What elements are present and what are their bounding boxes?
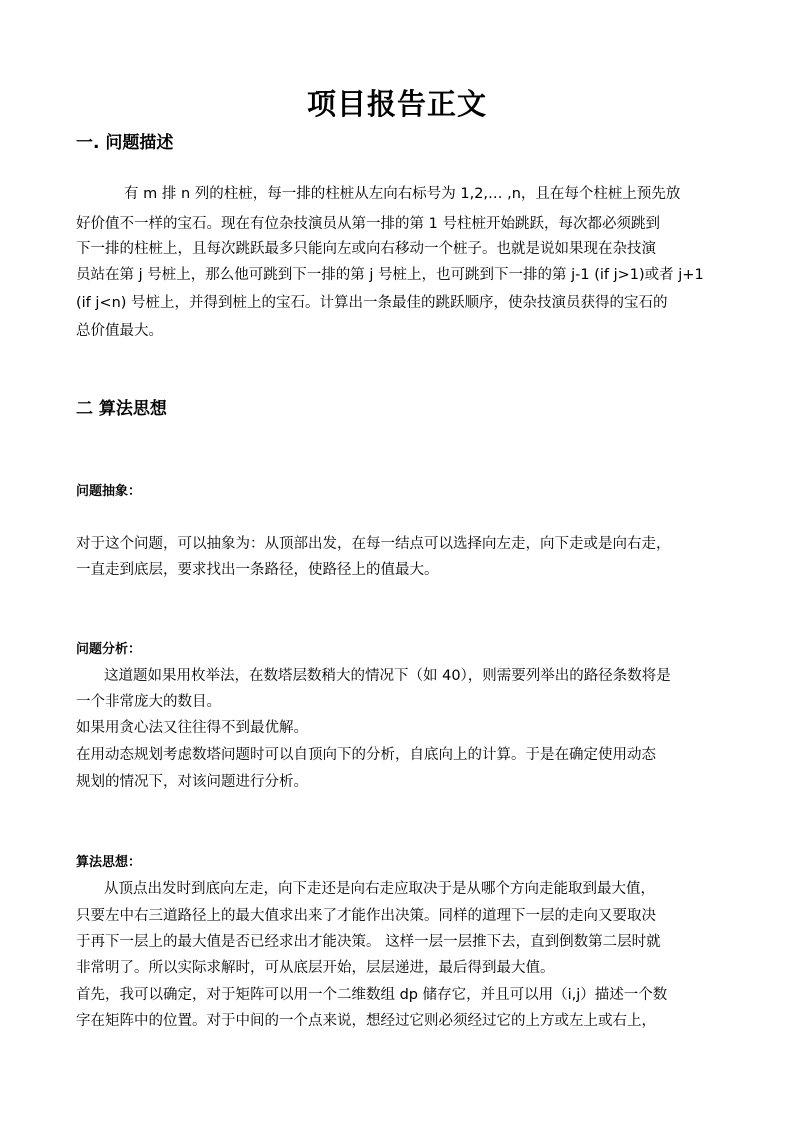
abstraction-label: 问题抽象： <box>76 484 142 499</box>
paragraph-line: 下一排的柱桩上，且每次跳跃最多只能向左或向右移动一个桩子。也就是说如果现在杂技演 <box>76 241 656 257</box>
paragraph-line: 员站在第 j 号桩上，那么他可跳到下一排的第 j 号桩上，也可跳到下一排的第 j-1 (if j>1)或者 j+1 <box>76 267 704 283</box>
analysis-label: 问题分析： <box>76 642 142 657</box>
paragraph-line: 在用动态规划考虑数塔问题时可以自顶向下的分析，自底向上的计算。于是在确定使用动态 <box>76 747 656 763</box>
paragraph-line: 规划的情况下，对该问题进行分析。 <box>76 774 308 790</box>
paragraph-line: 好价值不一样的宝石。现在有位杂技演员从第一排的第 1 号柱桩开始跳跃，每次都必须跳到 <box>76 216 660 232</box>
thinking-label: 算法思想： <box>76 855 142 870</box>
paragraph-line: 从顶点出发时到底向左走，向下走还是向右走应取决于是从哪个方向走能取到最大值， <box>104 881 655 897</box>
paragraph-line: 非常明了。所以实际求解时，可从底层开始，层层递进，最后得到最大值。 <box>76 960 555 976</box>
paragraph-line: 这道题如果用枚举法，在数塔层数稍大的情况下（如 40），则需要列举出的路径条数将是 <box>104 668 671 684</box>
paragraph-line: 对于这个问题，可以抽象为：从顶部出发，在每一结点可以选择向左走，向下走或是向右走， <box>76 536 671 552</box>
report-title: 项目报告正文 <box>306 87 487 121</box>
paragraph-line: 字在矩阵中的位置。对于中间的一个点来说，想经过它则必须经过它的上方或左上或右上， <box>76 1013 656 1029</box>
paragraph-line: 一个非常庞大的数目。 <box>76 694 221 710</box>
paragraph-line: 如果用贪心法又往往得不到最优解。 <box>76 720 308 736</box>
paragraph-line: 一直走到底层，要求找出一条路径，使路径上的值最大。 <box>76 562 439 578</box>
section2-heading: 二 算法思想 <box>76 399 167 419</box>
paragraph-line: 首先，我可以确定，对于矩阵可以用一个二维数组 dp 储存它，并且可以用（i,j）描述一个数 <box>76 987 668 1003</box>
paragraph-line: 总价值最大。 <box>76 323 163 339</box>
paragraph-line: 只要左中右三道路径上的最大值求出来了才能作出决策。同样的道理下一层的走向又要取决 <box>76 908 656 924</box>
paragraph-line: 有 m 排 n 列的柱桩，每一排的柱桩从左向右标号为 1,2,… ,n，且在每个柱桩上预先放 <box>124 186 681 202</box>
paragraph-line: (if j<n) 号桩上，并得到桩上的宝石。计算出一条最佳的跳跃顺序，使杂技演员获得的宝石的 <box>76 295 668 311</box>
paragraph-line: 于再下一层上的最大值是否已经求出才能决策。 这样一层一层推下去，直到倒数第二层时就 <box>76 934 661 950</box>
section1-heading: 一. 问题描述 <box>76 133 174 153</box>
